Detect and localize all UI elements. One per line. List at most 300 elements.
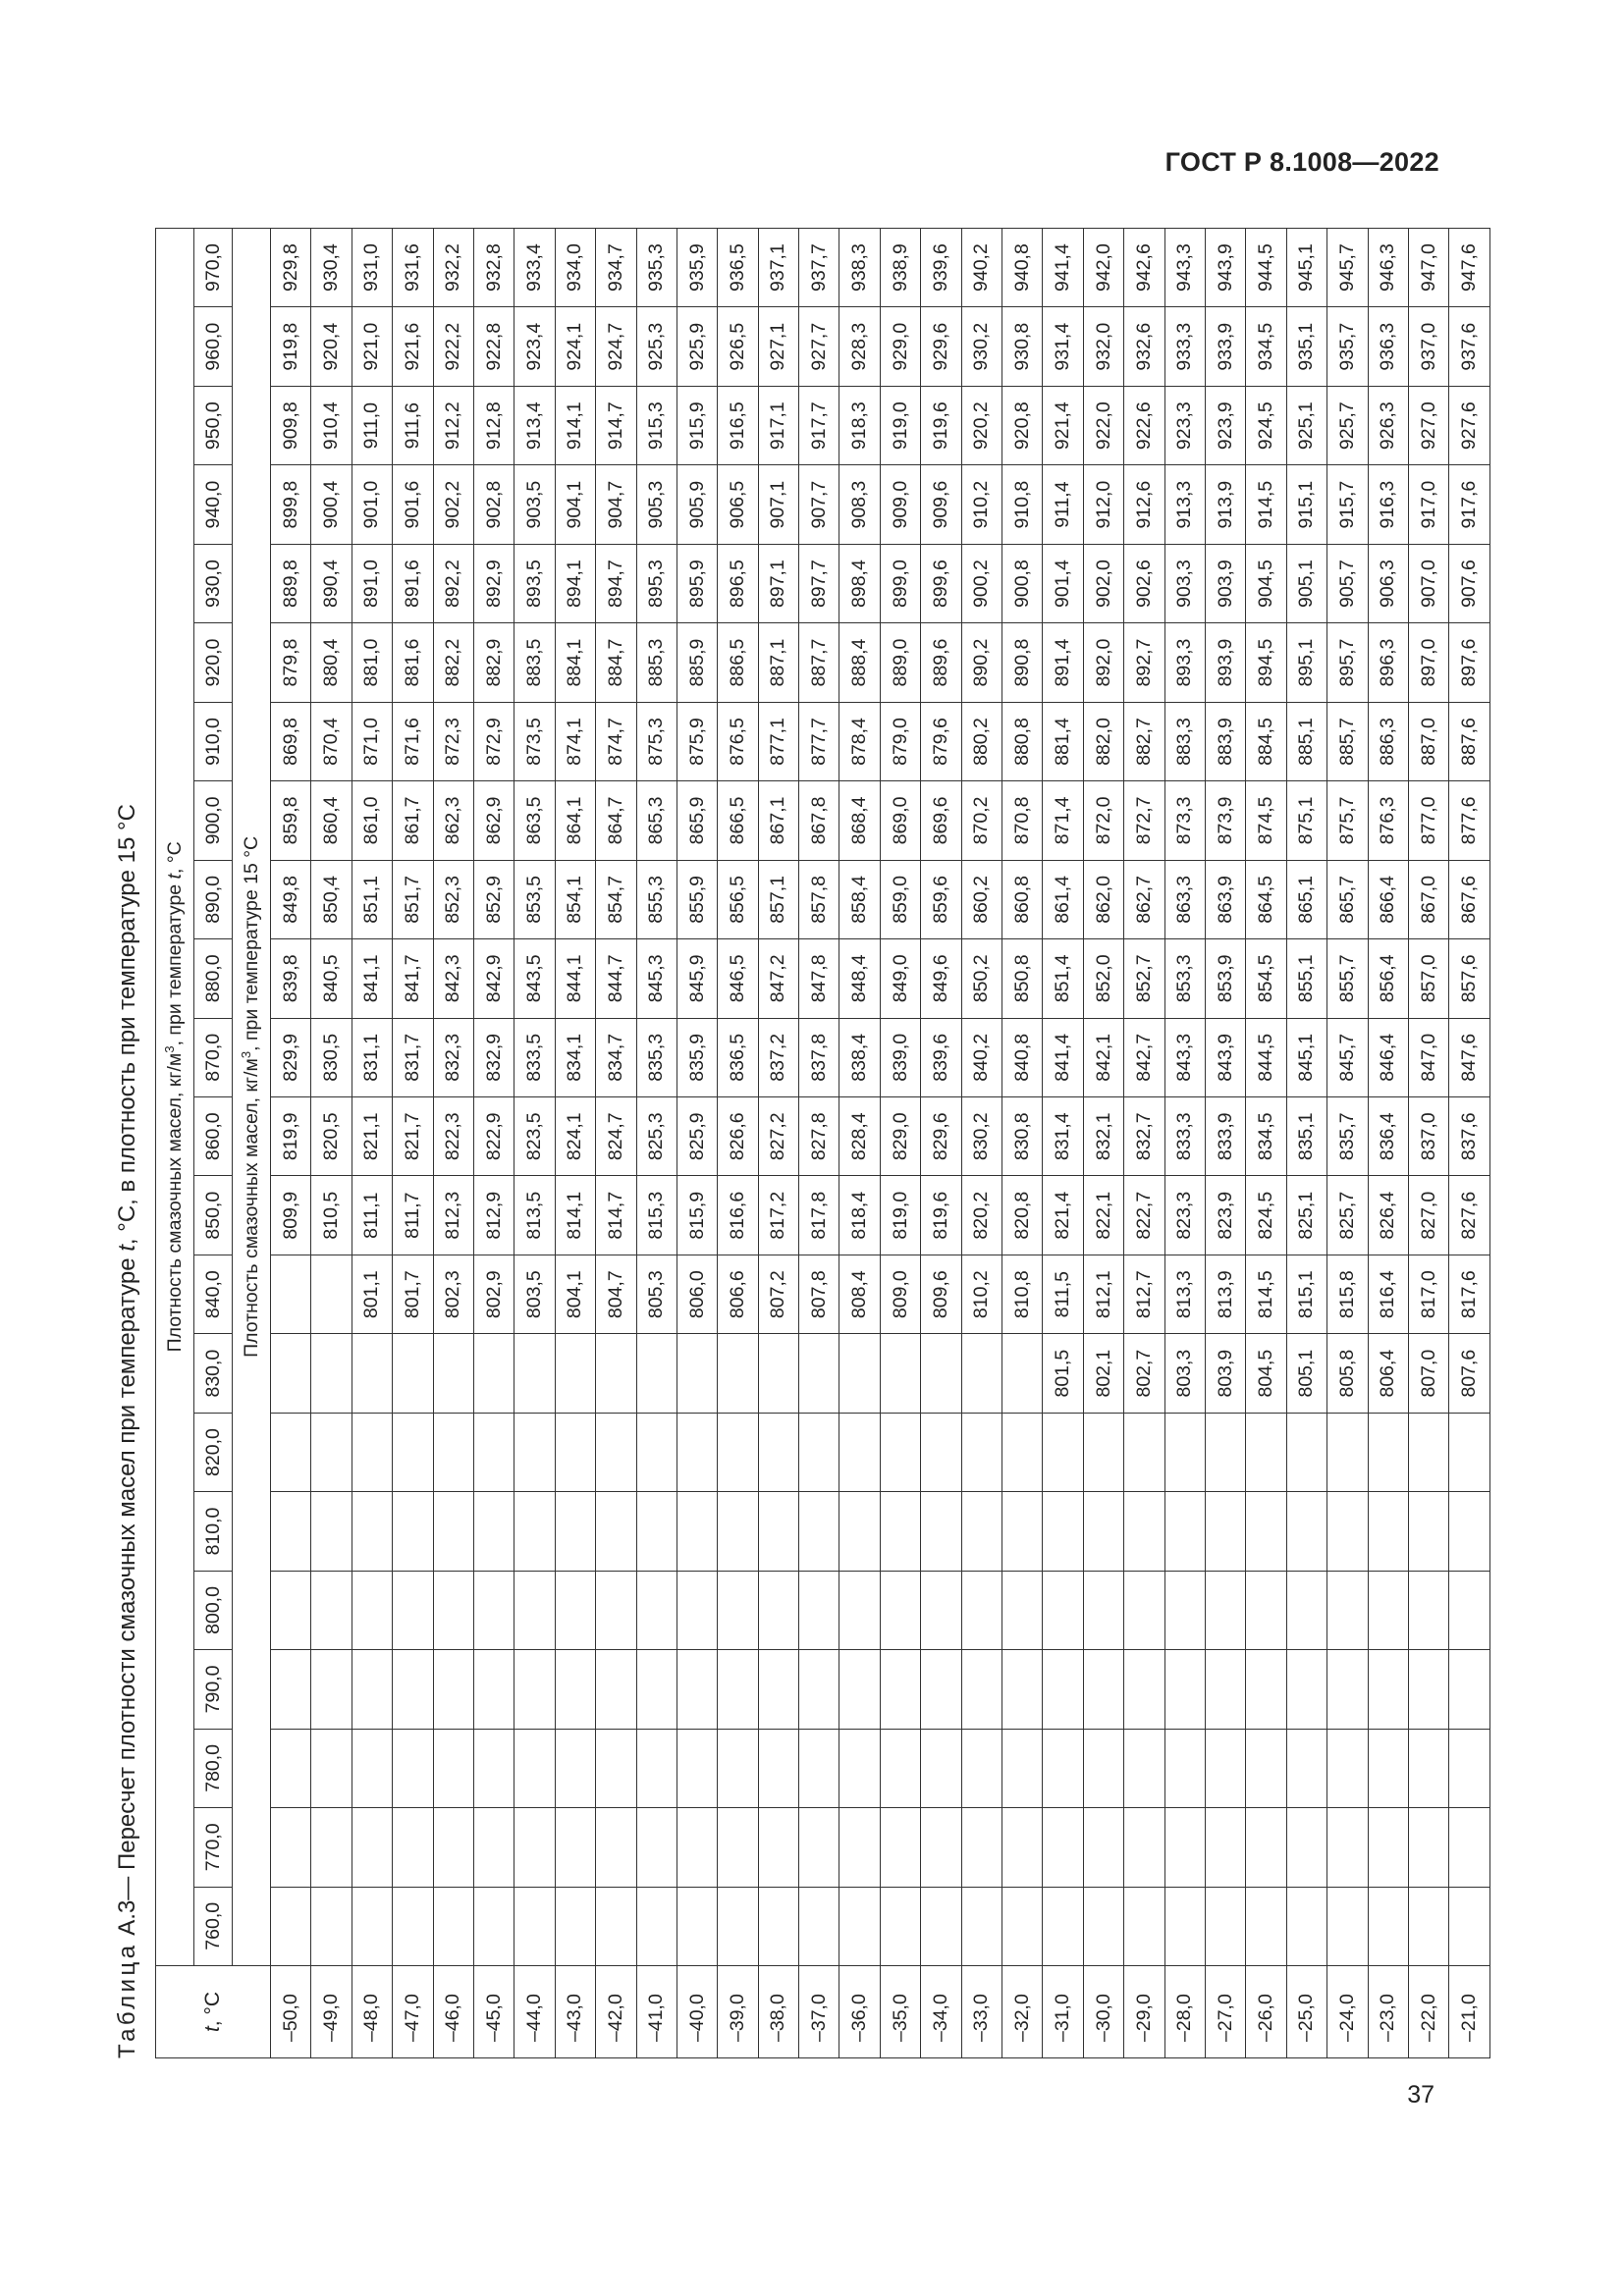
density-cell: 929,8 xyxy=(271,228,311,307)
density-cell: 906,3 xyxy=(1368,544,1408,622)
density-cell: 895,9 xyxy=(677,544,717,622)
density-cell: 850,8 xyxy=(1002,939,1043,1018)
table-row xyxy=(961,228,1001,2057)
density-cell: 861,4 xyxy=(1043,860,1083,938)
density-cell xyxy=(1124,1887,1164,1965)
density-cell: 942,0 xyxy=(1083,228,1123,307)
density-cell: 843,5 xyxy=(514,939,555,1018)
density-cell: 904,7 xyxy=(596,465,636,544)
density-cell xyxy=(1368,1650,1408,1729)
density-at-15-label-2: , при температуре 15 °С xyxy=(240,835,262,1051)
density-cell: 901,4 xyxy=(1043,544,1083,622)
density-cell xyxy=(1408,1571,1448,1649)
density-cell: 907,1 xyxy=(758,465,798,544)
density-cell: 892,9 xyxy=(473,544,514,622)
density-cell: 832,9 xyxy=(473,1018,514,1096)
density-cell: 905,9 xyxy=(677,465,717,544)
table-row xyxy=(433,228,473,2057)
density-cell xyxy=(1246,1808,1286,1887)
density-cell: 866,5 xyxy=(718,781,758,860)
density-cell: 933,3 xyxy=(1164,307,1205,386)
density-cell: 899,0 xyxy=(880,544,920,622)
density-cell: 872,7 xyxy=(1124,781,1164,860)
table-row xyxy=(352,228,392,2057)
density-cell: 837,0 xyxy=(1408,1097,1448,1176)
density-cell: 852,9 xyxy=(473,860,514,938)
density-cell: 874,5 xyxy=(1246,781,1286,860)
density-cell: 883,9 xyxy=(1205,702,1245,780)
density-cell xyxy=(1449,1492,1489,1571)
density-cell: 897,6 xyxy=(1449,623,1489,702)
density-column-header: 890,0 xyxy=(194,860,233,938)
density-cell xyxy=(1164,1729,1205,1807)
density-cell: 913,3 xyxy=(1164,465,1205,544)
density-cell xyxy=(758,1729,798,1807)
density-cell: 916,3 xyxy=(1368,465,1408,544)
table-row xyxy=(1449,228,1489,2057)
density-cell: 875,9 xyxy=(677,702,717,780)
density-cell: 884,5 xyxy=(1246,702,1286,780)
density-cell: 807,6 xyxy=(1449,1334,1489,1413)
density-cell xyxy=(961,1334,1001,1413)
density-cell: 905,3 xyxy=(636,465,677,544)
density-cell: 826,4 xyxy=(1368,1176,1408,1255)
density-cell xyxy=(1327,1650,1368,1729)
temperature-cell: –37,0 xyxy=(799,1966,839,2058)
temperature-cell: –40,0 xyxy=(677,1966,717,2058)
table-row xyxy=(880,228,920,2057)
t-symbol: t xyxy=(201,2026,224,2033)
density-cell: 802,7 xyxy=(1124,1334,1164,1413)
temperature-cell: –35,0 xyxy=(880,1966,920,2058)
table-body xyxy=(271,228,1490,2057)
density-cell: 931,6 xyxy=(393,228,433,307)
density-cell xyxy=(880,1492,920,1571)
density-cell: 846,4 xyxy=(1368,1018,1408,1096)
density-cell xyxy=(880,1413,920,1491)
density-cell: 802,1 xyxy=(1083,1334,1123,1413)
density-cell: 824,5 xyxy=(1246,1176,1286,1255)
density-cell: 847,2 xyxy=(758,939,798,1018)
density-cell: 815,1 xyxy=(1286,1255,1326,1333)
density-cell: 895,3 xyxy=(636,544,677,622)
density-cell: 934,0 xyxy=(555,228,595,307)
density-cell: 829,9 xyxy=(271,1018,311,1096)
density-cell xyxy=(352,1334,392,1413)
rotated-table-block xyxy=(108,209,1481,2094)
density-cell: 909,8 xyxy=(271,386,311,464)
density-cell: 914,1 xyxy=(555,386,595,464)
density-cell: 885,9 xyxy=(677,623,717,702)
density-cell: 867,8 xyxy=(799,781,839,860)
density-cell: 946,3 xyxy=(1368,228,1408,307)
density-cell xyxy=(555,1492,595,1571)
density-cell xyxy=(1286,1492,1326,1571)
density-cell: 857,8 xyxy=(799,860,839,938)
density-cell xyxy=(1164,1492,1205,1571)
density-cell xyxy=(636,1729,677,1807)
density-cell xyxy=(393,1887,433,1965)
density-cell xyxy=(718,1492,758,1571)
density-cell xyxy=(758,1887,798,1965)
density-cell xyxy=(514,1413,555,1491)
density-cell: 839,8 xyxy=(271,939,311,1018)
density-cell: 845,1 xyxy=(1286,1018,1326,1096)
density-cell xyxy=(1408,1729,1448,1807)
density-cell: 924,1 xyxy=(555,307,595,386)
density-cell xyxy=(1164,1650,1205,1729)
density-cell: 911,4 xyxy=(1043,465,1083,544)
density-cell: 873,3 xyxy=(1164,781,1205,860)
density-cell: 904,1 xyxy=(555,465,595,544)
density-cell: 809,9 xyxy=(271,1176,311,1255)
density-cell: 901,0 xyxy=(352,465,392,544)
density-cell: 828,4 xyxy=(839,1097,880,1176)
density-cell: 890,4 xyxy=(311,544,352,622)
density-cell xyxy=(718,1650,758,1729)
density-cell: 852,3 xyxy=(433,860,473,938)
density-cell: 851,1 xyxy=(352,860,392,938)
density-cell xyxy=(393,1492,433,1571)
density-cell xyxy=(1327,1729,1368,1807)
density-cell: 936,5 xyxy=(718,228,758,307)
density-cell: 822,3 xyxy=(433,1097,473,1176)
density-cell: 808,4 xyxy=(839,1255,880,1333)
density-cell xyxy=(1205,1729,1245,1807)
density-column-header: 940,0 xyxy=(194,465,233,544)
density-column-header: 960,0 xyxy=(194,307,233,386)
temperature-cell: –29,0 xyxy=(1124,1966,1164,2058)
density-cell: 831,7 xyxy=(393,1018,433,1096)
density-cell: 911,0 xyxy=(352,386,392,464)
density-cell xyxy=(352,1492,392,1571)
density-cell: 925,7 xyxy=(1327,386,1368,464)
density-cell xyxy=(839,1729,880,1807)
density-cell: 929,6 xyxy=(921,307,961,386)
density-cell: 927,0 xyxy=(1408,386,1448,464)
density-cell xyxy=(636,1650,677,1729)
density-cell xyxy=(1043,1808,1083,1887)
density-cell: 862,0 xyxy=(1083,860,1123,938)
density-cell xyxy=(311,1729,352,1807)
density-cell xyxy=(1043,1887,1083,1965)
density-cell: 887,6 xyxy=(1449,702,1489,780)
density-cell: 921,6 xyxy=(393,307,433,386)
density-cell: 930,4 xyxy=(311,228,352,307)
density-cell: 866,4 xyxy=(1368,860,1408,938)
density-cell xyxy=(271,1571,311,1649)
density-cell: 805,8 xyxy=(1327,1334,1368,1413)
density-cell: 860,8 xyxy=(1002,860,1043,938)
density-cell: 927,1 xyxy=(758,307,798,386)
density-cell xyxy=(677,1413,717,1491)
density-cell: 874,1 xyxy=(555,702,595,780)
density-cell: 864,7 xyxy=(596,781,636,860)
density-cell xyxy=(1246,1413,1286,1491)
density-cell: 925,9 xyxy=(677,307,717,386)
density-cell: 933,4 xyxy=(514,228,555,307)
density-cell xyxy=(271,1887,311,1965)
density-cell: 908,3 xyxy=(839,465,880,544)
density-cell: 823,9 xyxy=(1205,1176,1245,1255)
density-cell xyxy=(1124,1808,1164,1887)
density-cell: 865,7 xyxy=(1327,860,1368,938)
density-cell: 819,9 xyxy=(271,1097,311,1176)
density-column-header: 970,0 xyxy=(194,228,233,307)
density-column-header: 770,0 xyxy=(194,1808,233,1887)
density-cell xyxy=(718,1729,758,1807)
density-cell xyxy=(271,1650,311,1729)
density-cell: 855,3 xyxy=(636,860,677,938)
density-cell xyxy=(677,1887,717,1965)
density-cell: 817,8 xyxy=(799,1176,839,1255)
density-cell xyxy=(1002,1887,1043,1965)
density-cell: 877,0 xyxy=(1408,781,1448,860)
density-cell: 857,6 xyxy=(1449,939,1489,1018)
density-column-header: 810,0 xyxy=(194,1492,233,1571)
temperature-cell: –25,0 xyxy=(1286,1966,1326,2058)
density-cell: 902,2 xyxy=(433,465,473,544)
density-cell xyxy=(1083,1887,1123,1965)
density-cell xyxy=(473,1492,514,1571)
density-cell: 807,8 xyxy=(799,1255,839,1333)
density-cell: 835,3 xyxy=(636,1018,677,1096)
density-cell: 938,3 xyxy=(839,228,880,307)
density-cell: 906,5 xyxy=(718,465,758,544)
density-cell: 859,8 xyxy=(271,781,311,860)
density-cell xyxy=(799,1571,839,1649)
table-row xyxy=(1164,228,1205,2057)
density-conversion-table xyxy=(155,228,1490,2058)
density-cell: 876,5 xyxy=(718,702,758,780)
density-cell: 850,2 xyxy=(961,939,1001,1018)
density-cell: 801,7 xyxy=(393,1255,433,1333)
density-cell: 826,6 xyxy=(718,1097,758,1176)
density-column-header: 860,0 xyxy=(194,1097,233,1176)
density-cell: 881,4 xyxy=(1043,702,1083,780)
density-cell xyxy=(1246,1650,1286,1729)
density-cell: 819,0 xyxy=(880,1176,920,1255)
density-cell: 839,0 xyxy=(880,1018,920,1096)
density-cell xyxy=(880,1808,920,1887)
density-cell xyxy=(839,1650,880,1729)
density-cell: 875,3 xyxy=(636,702,677,780)
density-cell: 884,1 xyxy=(555,623,595,702)
density-cell xyxy=(555,1808,595,1887)
density-cell xyxy=(1327,1413,1368,1491)
density-column-header: 830,0 xyxy=(194,1334,233,1413)
table-row xyxy=(473,228,514,2057)
density-cell: 920,2 xyxy=(961,386,1001,464)
density-cell: 891,6 xyxy=(393,544,433,622)
density-cell: 822,9 xyxy=(473,1097,514,1176)
density-cell xyxy=(839,1492,880,1571)
density-cell: 825,7 xyxy=(1327,1176,1368,1255)
density-cell: 919,0 xyxy=(880,386,920,464)
density-cell: 918,3 xyxy=(839,386,880,464)
density-cell: 926,5 xyxy=(718,307,758,386)
density-cell: 892,2 xyxy=(433,544,473,622)
density-cell xyxy=(1449,1887,1489,1965)
density-cell: 894,1 xyxy=(555,544,595,622)
density-cell: 899,8 xyxy=(271,465,311,544)
temperature-cell: –50,0 xyxy=(271,1966,311,2058)
density-column-header: 950,0 xyxy=(194,386,233,464)
density-cell xyxy=(1083,1729,1123,1807)
density-cell: 801,5 xyxy=(1043,1334,1083,1413)
density-cell xyxy=(1246,1571,1286,1649)
table-row xyxy=(1205,228,1245,2057)
density-cell xyxy=(1246,1887,1286,1965)
density-cell: 935,9 xyxy=(677,228,717,307)
density-cell: 813,3 xyxy=(1164,1255,1205,1333)
density-cell xyxy=(1205,1492,1245,1571)
density-cell xyxy=(1083,1650,1123,1729)
density-cell: 851,7 xyxy=(393,860,433,938)
density-cell: 910,8 xyxy=(1002,465,1043,544)
density-cell: 937,0 xyxy=(1408,307,1448,386)
density-cell xyxy=(1205,1413,1245,1491)
density-cell xyxy=(311,1571,352,1649)
density-cell: 923,4 xyxy=(514,307,555,386)
density-cell: 834,5 xyxy=(1246,1097,1286,1176)
density-cell: 806,4 xyxy=(1368,1334,1408,1413)
table-row xyxy=(1327,228,1368,2057)
caption-number: А.3 xyxy=(114,1899,140,1936)
density-cell: 857,0 xyxy=(1408,939,1448,1018)
density-cell: 867,6 xyxy=(1449,860,1489,938)
density-column-header: 870,0 xyxy=(194,1018,233,1096)
density-cell xyxy=(880,1571,920,1649)
density-cell: 834,7 xyxy=(596,1018,636,1096)
density-cell: 872,3 xyxy=(433,702,473,780)
density-cell: 937,6 xyxy=(1449,307,1489,386)
density-cell xyxy=(636,1413,677,1491)
temperature-cell: –48,0 xyxy=(352,1966,392,2058)
density-cell: 840,8 xyxy=(1002,1018,1043,1096)
density-cell: 865,1 xyxy=(1286,860,1326,938)
density-cell xyxy=(1002,1413,1043,1491)
table-header-row-3 xyxy=(233,228,271,2057)
density-cell: 823,5 xyxy=(514,1097,555,1176)
density-cell: 944,5 xyxy=(1246,228,1286,307)
density-cell: 927,6 xyxy=(1449,386,1489,464)
density-cell xyxy=(1043,1413,1083,1491)
density-cell: 854,7 xyxy=(596,860,636,938)
density-cell: 870,2 xyxy=(961,781,1001,860)
density-cell xyxy=(311,1808,352,1887)
temperature-cell: –32,0 xyxy=(1002,1966,1043,2058)
density-cell xyxy=(555,1413,595,1491)
density-cell: 859,6 xyxy=(921,860,961,938)
density-cell: 815,9 xyxy=(677,1176,717,1255)
density-cell xyxy=(799,1334,839,1413)
density-cell: 912,8 xyxy=(473,386,514,464)
density-cell: 899,6 xyxy=(921,544,961,622)
density-cell xyxy=(271,1729,311,1807)
density-cell: 853,9 xyxy=(1205,939,1245,1018)
density-cell xyxy=(677,1334,717,1413)
density-cell: 880,4 xyxy=(311,623,352,702)
density-cell xyxy=(1002,1729,1043,1807)
density-cell xyxy=(555,1887,595,1965)
density-cell: 824,7 xyxy=(596,1097,636,1176)
density-cell: 942,6 xyxy=(1124,228,1164,307)
density-cell: 845,3 xyxy=(636,939,677,1018)
density-cell: 843,3 xyxy=(1164,1018,1205,1096)
density-cell: 851,4 xyxy=(1043,939,1083,1018)
density-cell: 831,1 xyxy=(352,1018,392,1096)
caption-text-end: , °С, в плотность при температуре 15 °С xyxy=(114,804,140,1246)
density-cell xyxy=(352,1887,392,1965)
density-cell: 806,6 xyxy=(718,1255,758,1333)
document-header: ГОСТ Р 8.1008—2022 xyxy=(1164,147,1439,177)
density-cell xyxy=(1246,1492,1286,1571)
density-at-15-header xyxy=(233,228,271,1965)
density-at-t-unit: , °С xyxy=(163,841,186,875)
density-column-header: 850,0 xyxy=(194,1176,233,1255)
density-cell: 915,7 xyxy=(1327,465,1368,544)
density-cell: 891,4 xyxy=(1043,623,1083,702)
density-cell: 832,1 xyxy=(1083,1097,1123,1176)
density-cell: 834,1 xyxy=(555,1018,595,1096)
density-cell xyxy=(718,1808,758,1887)
density-cell: 817,6 xyxy=(1449,1255,1489,1333)
temperature-cell: –46,0 xyxy=(433,1966,473,2058)
table-row xyxy=(1286,228,1326,2057)
density-cell: 849,8 xyxy=(271,860,311,938)
density-cell: 847,8 xyxy=(799,939,839,1018)
density-cell xyxy=(1449,1413,1489,1491)
density-cell xyxy=(758,1413,798,1491)
density-cell xyxy=(433,1571,473,1649)
density-cell: 945,1 xyxy=(1286,228,1326,307)
density-cell xyxy=(1124,1413,1164,1491)
density-cell: 843,9 xyxy=(1205,1018,1245,1096)
density-cell: 917,1 xyxy=(758,386,798,464)
table-row xyxy=(596,228,636,2057)
density-cell: 865,3 xyxy=(636,781,677,860)
density-cell xyxy=(1164,1413,1205,1491)
density-cell xyxy=(921,1413,961,1491)
temperature-cell: –41,0 xyxy=(636,1966,677,2058)
density-cell: 885,1 xyxy=(1286,702,1326,780)
density-cell: 820,5 xyxy=(311,1097,352,1176)
density-cell xyxy=(596,1492,636,1571)
density-cell: 810,8 xyxy=(1002,1255,1043,1333)
density-cell: 912,2 xyxy=(433,386,473,464)
density-cell: 928,3 xyxy=(839,307,880,386)
table-row xyxy=(758,228,798,2057)
density-cell: 842,3 xyxy=(433,939,473,1018)
table-row xyxy=(1002,228,1043,2057)
density-cell xyxy=(677,1650,717,1729)
table-header-row-1 xyxy=(156,228,194,2057)
temperature-cell: –42,0 xyxy=(596,1966,636,2058)
density-cell: 872,0 xyxy=(1083,781,1123,860)
density-cell: 888,4 xyxy=(839,623,880,702)
density-cell xyxy=(514,1492,555,1571)
density-cell xyxy=(1327,1571,1368,1649)
density-cell xyxy=(1002,1650,1043,1729)
density-cell xyxy=(677,1729,717,1807)
density-cell xyxy=(799,1650,839,1729)
density-cell: 821,1 xyxy=(352,1097,392,1176)
density-cell xyxy=(718,1887,758,1965)
density-cell xyxy=(514,1650,555,1729)
density-cell: 879,6 xyxy=(921,702,961,780)
density-cell xyxy=(1043,1729,1083,1807)
